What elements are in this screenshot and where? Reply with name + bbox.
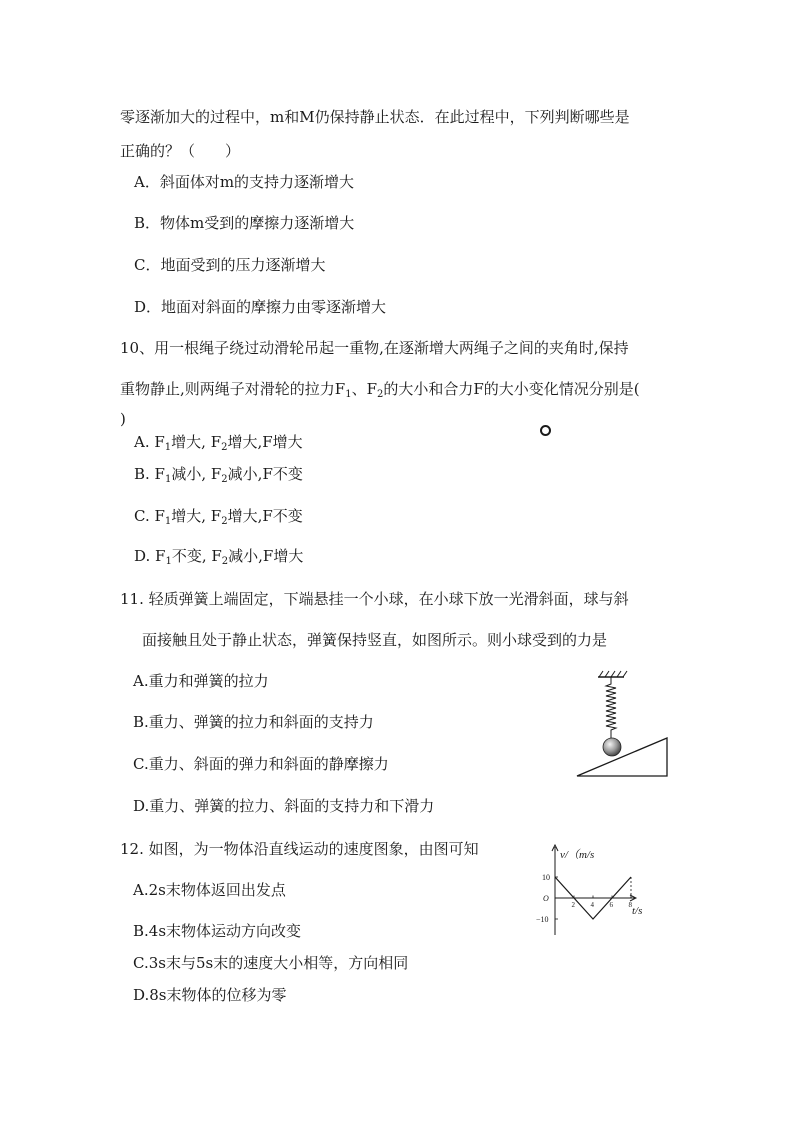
q12-option-c: C.3s末与5s末的速度大小相等，方向相同 xyxy=(133,954,409,972)
y-tick-label: 10 xyxy=(542,873,550,882)
q10-stem-line2: 重物静止,则两绳子对滑轮的拉力$F_1$、$F_2$的大小和合力F的大小变化情况分别是( xyxy=(120,380,640,400)
x-tick-label: 4 xyxy=(590,901,594,909)
q9-option-d: D．地面对斜面的摩擦力由零逐渐增大 xyxy=(134,298,387,316)
velocity-time-graph xyxy=(520,838,660,938)
q10-option-b: B. $F_1$减小, $F_2$减小,F不变 xyxy=(134,465,303,485)
circle-mark xyxy=(540,425,551,436)
t-axis-label: t/s xyxy=(632,905,643,917)
x-tick-label: 6 xyxy=(609,901,613,909)
q12-option-d: D.8s末物体的位移为零 xyxy=(133,986,287,1004)
q11-option-d: D.重力、弹簧的拉力、斜面的支持力和下滑力 xyxy=(133,797,435,815)
q9-intro-line1: 零逐渐加大的过程中，m和M仍保持静止状态．在此过程中，下列判断哪些是 xyxy=(120,108,630,126)
origin-label: O xyxy=(543,894,549,903)
q11-option-b: B.重力、弹簧的拉力和斜面的支持力 xyxy=(133,713,374,731)
q10-option-c: C. $F_1$增大, $F_2$增大,F不变 xyxy=(134,507,303,527)
q9-option-b: B．物体m受到的摩擦力逐渐增大 xyxy=(134,214,355,232)
q11-option-c: C.重力、斜面的弹力和斜面的静摩擦力 xyxy=(133,755,389,773)
spring-ball-incline-figure xyxy=(574,668,674,780)
q10-stem-line1: 10、用一根绳子绕过动滑轮吊起一重物,在逐渐增大两绳子之间的夹角时,保持 xyxy=(120,339,629,357)
ceiling-mount xyxy=(598,671,627,677)
q9-intro-line2: 正确的？（ ） xyxy=(120,142,241,160)
x-tick-label: 2 xyxy=(571,901,575,909)
q12-stem: 12. 如图，为一物体沿直线运动的速度图象，由图可知 xyxy=(120,840,479,858)
v-axis-label: v/（m/s xyxy=(560,849,595,861)
q9-option-a: A．斜面体对m的支持力逐渐增大 xyxy=(134,173,355,191)
x-tick-label: 8 xyxy=(628,901,632,909)
q10-option-a: A. $F_1$增大, $F_2$增大,F增大 xyxy=(134,433,303,453)
spring-coil xyxy=(606,677,616,738)
q11-stem-line2: 面接触且处于静止状态，弹簧保持竖直，如图所示。则小球受到的力是 xyxy=(142,631,608,649)
q9-option-c: C．地面受到的压力逐渐增大 xyxy=(134,256,326,274)
q11-option-a: A.重力和弹簧的拉力 xyxy=(133,672,269,690)
y-tick-label: −10 xyxy=(536,915,549,924)
q12-option-b: B.4s末物体运动方向改变 xyxy=(133,922,302,940)
q11-stem-line1: 11. 轻质弹簧上端固定，下端悬挂一个小球，在小球下放一光滑斜面，球与斜 xyxy=(120,590,629,608)
ball xyxy=(603,738,621,756)
q10-option-d: D. $F_1$不变, $F_2$减小,F增大 xyxy=(134,547,304,567)
q10-stem-line3: ) xyxy=(120,410,126,428)
q12-option-a: A.2s末物体返回出发点 xyxy=(133,881,286,899)
incline xyxy=(577,738,667,776)
